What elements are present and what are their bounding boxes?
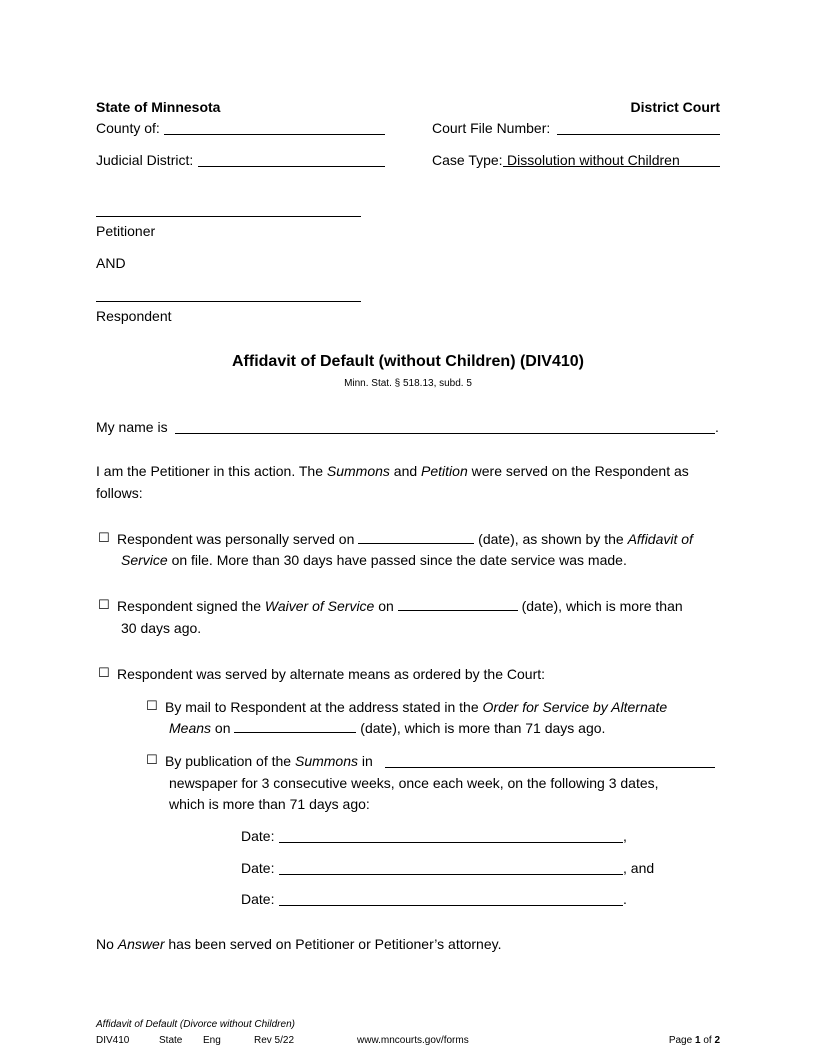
opt3b-line-2: newspaper for 3 consecutive weeks, once each week, on the following 3 dates, [169,775,659,791]
petitioner-label: Petitioner [96,223,156,239]
no-answer-statement: No Answer has been served on Petitioner or Petitioner’s attorney. [96,936,502,952]
case-type-value: Dissolution without Children [507,152,680,168]
footer-language: Eng [203,1035,221,1046]
newspaper-name-field[interactable] [385,767,715,768]
date-3-label: Date: [241,891,275,907]
district-label: Judicial District: [96,152,194,168]
intro-line-2: follows: [96,485,143,501]
petitioner-name-field[interactable] [96,216,361,217]
waiver-checkbox[interactable]: ☐ [98,598,110,613]
footer-url[interactable]: www.mncourts.gov/forms [357,1035,469,1046]
mail-service-checkbox[interactable]: ☐ [146,699,158,714]
county-field[interactable] [164,134,385,135]
footer-page-number: Page 1 of 2 [668,1035,720,1046]
publication-date-2-field[interactable] [279,874,623,875]
state-heading: State of Minnesota [96,99,221,115]
date-3-suffix: . [623,891,627,907]
opt2-line-1: Respondent signed the Waiver of Service on (date), which is more than [117,598,683,614]
opt1-line-2: Service on file. More than 30 days have passed since the date service was made. [121,552,627,568]
opt1-line-1: Respondent was personally served on (date), as shown by the Affidavit of [117,531,693,547]
intro-line-1: I am the Petitioner in this action. The Summons and Petition were served on the Respondent as [96,463,689,479]
opt3b-line-3: which is more than 71 days ago: [169,796,370,812]
county-label: County of: [96,120,160,136]
date-1-label: Date: [241,828,275,844]
opt3a-line-1: By mail to Respondent at the address stated in the Order for Service by Alternate [165,699,668,715]
name-suffix: . [715,419,719,435]
publication-date-1-field[interactable] [279,842,623,843]
respondent-name-field[interactable] [96,301,361,302]
case-type-label: Case Type: [432,152,503,168]
form-title: Affidavit of Default (without Children) (DIV410) [232,353,584,370]
respondent-label: Respondent [96,308,172,324]
court-heading: District Court [630,99,720,115]
file-number-label: Court File Number: [432,120,551,136]
waiver-date-field[interactable] [398,597,518,611]
name-prefix: My name is [96,419,168,435]
opt3b-line-1: By publication of the Summons in [165,753,373,769]
district-field[interactable] [198,166,385,167]
footer-form-title: Affidavit of Default (Divorce without Children) [96,1019,295,1030]
personal-service-checkbox[interactable]: ☐ [98,531,110,546]
opt3-line: Respondent was served by alternate means as ordered by the Court: [117,666,546,682]
date-2-suffix: , and [623,860,655,876]
file-number-field[interactable] [557,134,720,135]
opt2-line-2: 30 days ago. [121,620,202,636]
alternate-service-checkbox[interactable]: ☐ [98,666,110,681]
footer-form-code: DIV410 [96,1035,130,1046]
footer-revision: Rev 5/22 [254,1035,295,1046]
publication-checkbox[interactable]: ☐ [146,753,158,768]
date-2-label: Date: [241,860,275,876]
mail-service-date-field[interactable] [234,719,356,733]
date-1-suffix: , [623,828,627,844]
publication-date-3-field[interactable] [279,905,623,906]
statute-reference: Minn. Stat. § 518.13, subd. 5 [344,378,472,389]
opt3a-line-2: Means on (date), which is more than 71 days ago. [169,720,606,736]
and-label: AND [96,255,126,271]
footer-jurisdiction: State [159,1035,183,1046]
personal-service-date-field[interactable] [358,530,474,544]
affiant-name-field[interactable] [175,433,715,434]
